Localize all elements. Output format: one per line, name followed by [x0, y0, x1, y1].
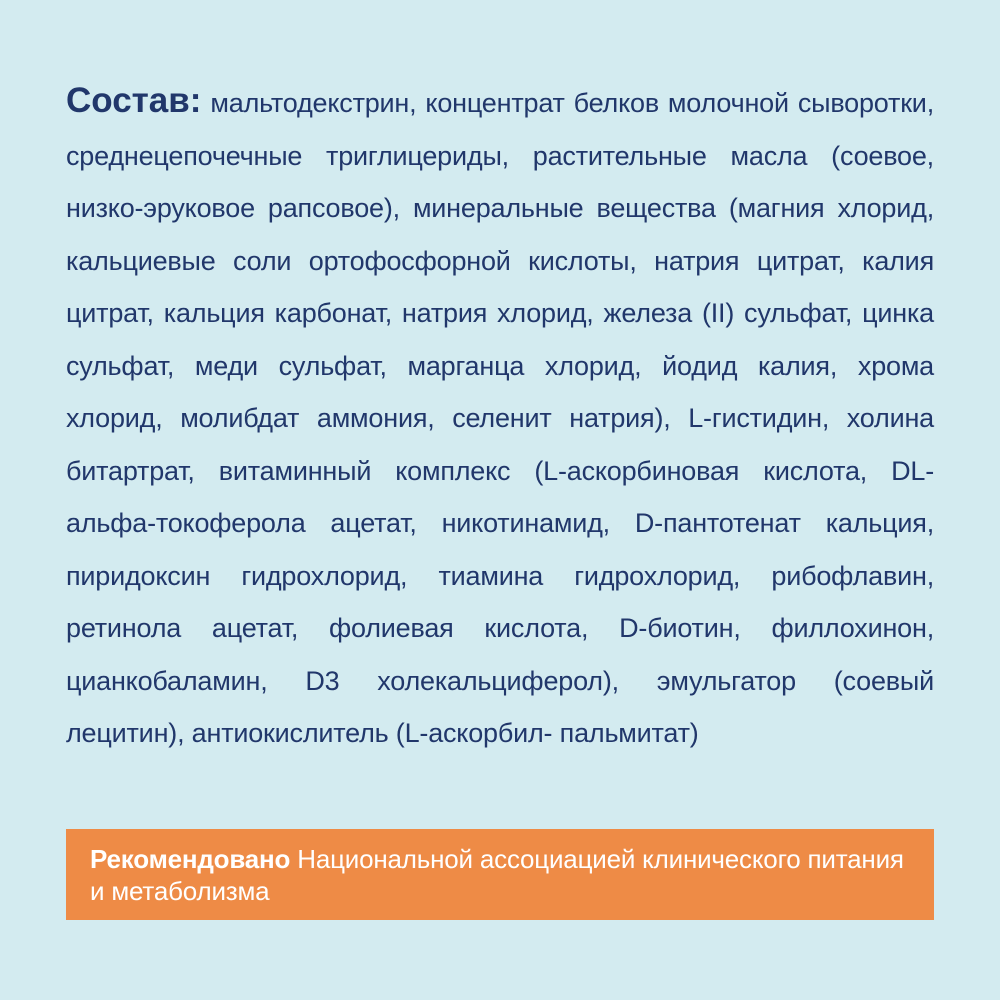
recommendation-bold: Рекомендовано [90, 844, 291, 874]
recommendation-banner [66, 829, 934, 920]
composition-block [66, 75, 934, 760]
recommendation-text: Национальной ассоциацией клинического питания и метаболизма [90, 844, 904, 906]
composition-label: Состав: [66, 81, 202, 120]
composition-text: мальтодекстрин, концентрат белков молочной сыворотки, среднецепочечные триглицериды, растительные масла (соевое, низко-эруковое рапсовое), минеральные вещества (магния хлорид, кальциевые соли ортофосфорной кислоты, натрия цитрат, калия цитрат, кальция карбонат, натрия хлорид, железа (II) сульфат, цинка сульфат, меди сульфат, марганца хлорид, йодид калия, хрома хлорид, молибдат аммония, селенит натрия), L-гистидин, холина битартрат, витаминный комплекс (L-аскорбиновая кислота, DL-альфа-токоферола ацетат, никотинамид, D-пантотенат кальция, пиридоксин гидрохлорид, тиамина гидрохлорид, рибофлавин, ретинола ацетат, фолиевая кислота, D-биотин, филлохинон, цианкобаламин, D3 холекальциферол), эмульгатор (соевый лецитин), антиокислитель (L-аскорбил- пальмитат) [66, 88, 934, 748]
recommendation-text-block [90, 843, 910, 907]
